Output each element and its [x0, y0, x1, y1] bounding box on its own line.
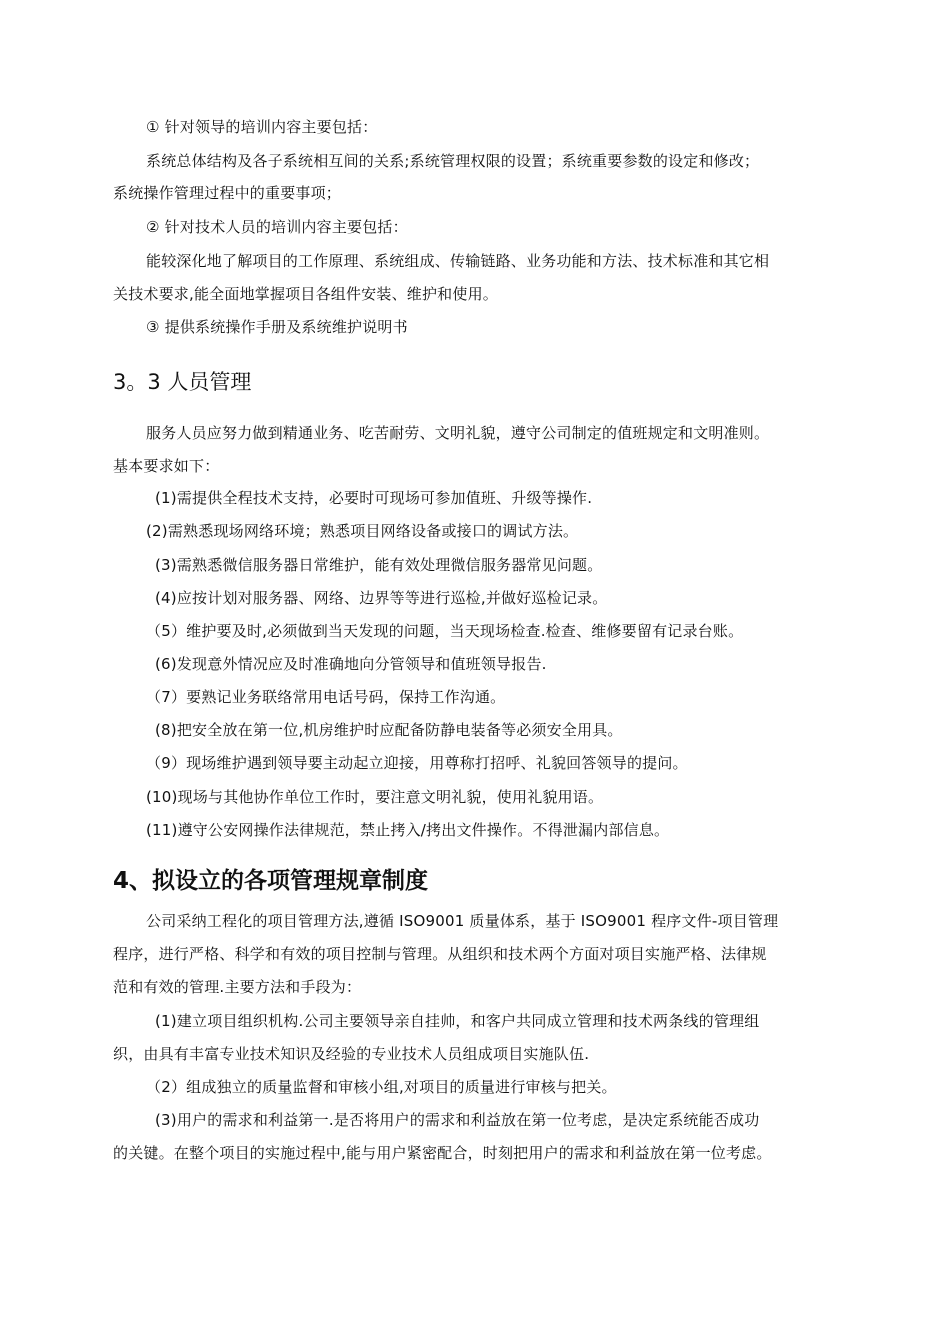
requirement-item: (6)发现意外情况应及时准确地向分管领导和值班领导报告.	[155, 655, 547, 673]
training-item-1-body-line-2: 系统操作管理过程中的重要事项；	[113, 184, 342, 202]
requirement-item: （5）维护要及时,必须做到当天发现的问题，当天现场检查.检查、维修要留有记录台账。	[146, 622, 744, 640]
requirement-item: (3)需熟悉微信服务器日常维护，能有效处理微信服务器常见问题。	[155, 556, 603, 574]
method-1-line-2: 织，由具有丰富专业技术知识及经验的专业技术人员组成项目实施队伍.	[113, 1045, 590, 1063]
training-item-1-body-line-1: 系统总体结构及各子系统相互间的关系;系统管理权限的设置；系统重要参数的设定和修改；	[146, 152, 760, 170]
requirement-item: (4)应按计划对服务器、网络、边界等等进行巡检,并做好巡检记录。	[155, 589, 608, 607]
training-item-3: ③ 提供系统操作手册及系统维护说明书	[146, 318, 408, 336]
method-1-line-1: (1)建立项目组织机构.公司主要领导亲自挂帅，和客户共同成立管理和技术两条线的管理组	[155, 1012, 760, 1030]
requirement-item: (8)把安全放在第一位,机房维护时应配备防静电装备等必须安全用具。	[155, 721, 623, 739]
management-intro-line-2: 程序，进行严格、科学和有效的项目控制与管理。从组织和技术两个方面对项目实施严格、法律规	[113, 945, 767, 963]
requirement-item: (1)需提供全程技术支持，必要时可现场可参加值班、升级等操作.	[155, 489, 593, 507]
method-3-line-2: 的关键。在整个项目的实施过程中,能与用户紧密配合，时刻把用户的需求和利益放在第一位考虑。	[113, 1144, 772, 1162]
training-item-2-body-line-2: 关技术要求,能全面地掌握项目各组件安装、维护和使用。	[113, 285, 498, 303]
requirement-item: （9）现场维护遇到领导要主动起立迎接，用尊称打招呼、礼貌回答领导的提问。	[146, 754, 688, 772]
section-4-heading: 4、拟设立的各项管理规章制度	[113, 868, 429, 894]
section-3-3-heading: 3。3 人员管理	[113, 370, 252, 394]
requirement-item: (10)现场与其他协作单位工作时，要注意文明礼貌，使用礼貌用语。	[146, 788, 604, 806]
method-3-line-1: (3)用户的需求和利益第一.是否将用户的需求和利益放在第一位考虑，是决定系统能否成功	[155, 1111, 760, 1129]
method-2: （2）组成独立的质量监督和审核小组,对项目的质量进行审核与把关。	[146, 1078, 617, 1096]
requirement-item: （7）要熟记业务联络常用电话号码，保持工作沟通。	[146, 688, 506, 706]
training-item-1-title: ① 针对领导的培训内容主要包括：	[146, 118, 378, 136]
personnel-intro-line-1: 服务人员应努力做到精通业务、吃苦耐劳、文明礼貌，遵守公司制定的值班规定和文明准则。	[146, 424, 770, 442]
training-item-2-body-line-1: 能较深化地了解项目的工作原理、系统组成、传输链路、业务功能和方法、技术标准和其它相	[146, 252, 770, 270]
requirement-item: (2)需熟悉现场网络环境；熟悉项目网络设备或接口的调试方法。	[146, 522, 579, 540]
training-item-2-title: ② 针对技术人员的培训内容主要包括：	[146, 218, 408, 236]
management-intro-line-3: 范和有效的管理.主要方法和手段为：	[113, 978, 362, 996]
requirement-item: (11)遵守公安网操作法律规范，禁止拷入/拷出文件操作。不得泄漏内部信息。	[146, 821, 670, 839]
personnel-intro-line-2: 基本要求如下：	[113, 457, 220, 475]
management-intro-line-1: 公司采纳工程化的项目管理方法,遵循 ISO9001 质量体系，基于 ISO9001 程序文件-项目管理	[146, 912, 779, 930]
